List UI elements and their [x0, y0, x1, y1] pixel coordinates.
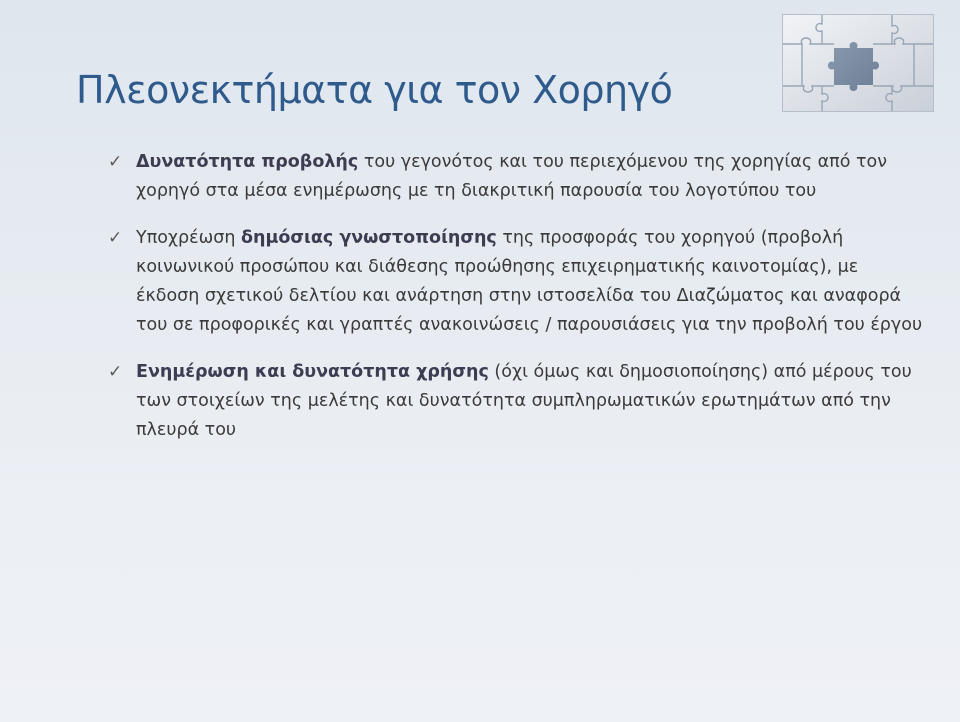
bullet-bold-text: δημόσιας γνωστοποίησης — [241, 228, 497, 248]
bullet-bold-text: Δυνατότητα προβολής — [136, 152, 359, 172]
bullet-item — [106, 224, 926, 340]
bullet-prefix-text: Υποχρέωση — [136, 228, 242, 248]
puzzle-pieces-image — [782, 14, 934, 112]
slide-title: Πλεονεκτήματα για τον Χορηγό — [76, 68, 673, 112]
bullet-item — [106, 148, 926, 206]
bullet-list — [106, 148, 926, 463]
bullet-bold-text: Ενημέρωση και δυνατότητα χρήσης — [136, 362, 489, 382]
bullet-item — [106, 358, 926, 445]
checkmark-icon: ✓ — [108, 228, 123, 248]
bullet-text: (όχι όμως και δημοσιοποίησης) από μέρους του των στοιχείων της μελέτης και δυνατότητα συμπληρωματικών ερωτημάτων από την πλευρά του — [136, 362, 912, 440]
bullet-text: του γεγονότος και του περιεχόμενου της χορηγίας από τον χορηγό στα μέσα ενημέρωσης με τη διακριτική παρουσία του λογοτύπου του — [136, 152, 888, 201]
bullet-text: της προσφοράς του χορηγού (προβολή κοινωνικού προσώπου και διάθεσης προώθησης επιχειρηματικής καινοτομίας), με έκδοση σχετικού δελτίου και ανάρτηση στην ιστοσελίδα του Διαζώματος και αναφορά του σε προφορικές και γραπτές ανακοινώσεις / παρουσιάσεις για την προβολή του έργου — [136, 228, 923, 335]
checkmark-icon: ✓ — [108, 152, 123, 172]
checkmark-icon: ✓ — [108, 362, 123, 382]
